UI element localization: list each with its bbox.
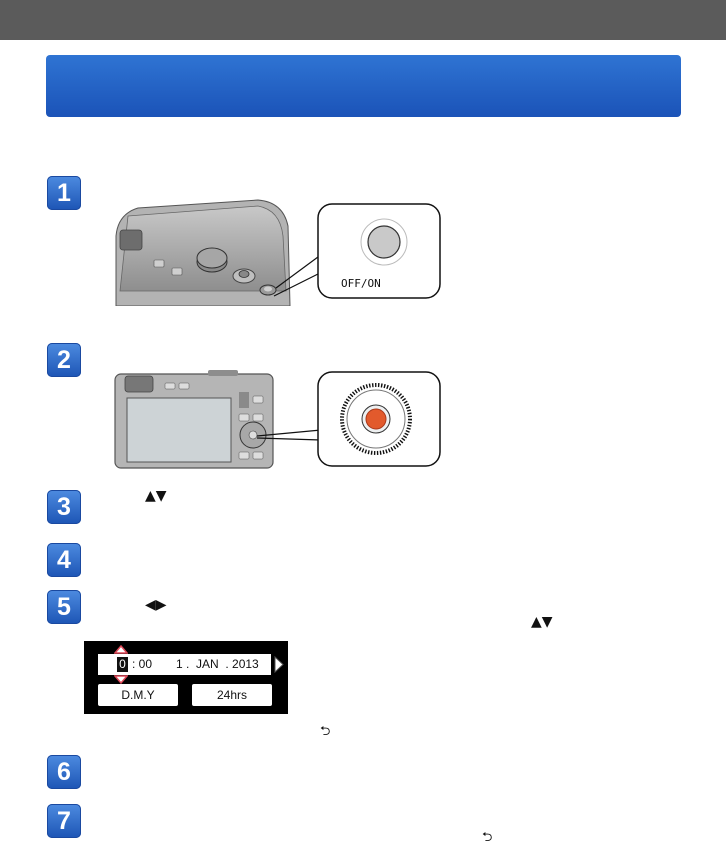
up-down-icon-2: ▲▼ bbox=[531, 614, 553, 630]
up-down-icon: ▲▼ bbox=[145, 488, 167, 504]
date-time-field[interactable] bbox=[98, 654, 271, 675]
step-badge-1: 1 bbox=[47, 176, 81, 210]
step-badge-4: 4 bbox=[47, 543, 81, 577]
step-badge-7: 7 bbox=[47, 804, 81, 838]
off-on-label: OFF/ON bbox=[341, 277, 381, 290]
date-time-setting-screen bbox=[84, 641, 288, 714]
return-icon: ⮌ bbox=[320, 724, 331, 739]
camera-back-illustration bbox=[113, 370, 443, 470]
clock-format-button[interactable]: 24hrs bbox=[192, 684, 272, 706]
left-right-icon: ◀▶ bbox=[145, 597, 167, 613]
step-badge-6: 6 bbox=[47, 755, 81, 789]
date-format-button[interactable]: D.M.Y bbox=[98, 684, 178, 706]
up-arrow-icon bbox=[114, 645, 128, 654]
right-arrow-icon[interactable] bbox=[274, 656, 284, 673]
step-badge-5: 5 bbox=[47, 590, 81, 624]
camera-top-illustration bbox=[108, 196, 443, 306]
date-value: 1 . JAN . 2013 bbox=[176, 657, 259, 671]
hour-cursor[interactable]: 0 bbox=[117, 657, 128, 672]
step-badge-2: 2 bbox=[47, 343, 81, 377]
time-minutes: : 00 bbox=[132, 657, 153, 671]
down-arrow-icon bbox=[114, 675, 128, 684]
step-badge-3: 3 bbox=[47, 490, 81, 524]
section-title-bar bbox=[46, 55, 681, 117]
top-header-bar bbox=[0, 0, 726, 40]
return-icon-2: ⮌ bbox=[482, 830, 493, 845]
